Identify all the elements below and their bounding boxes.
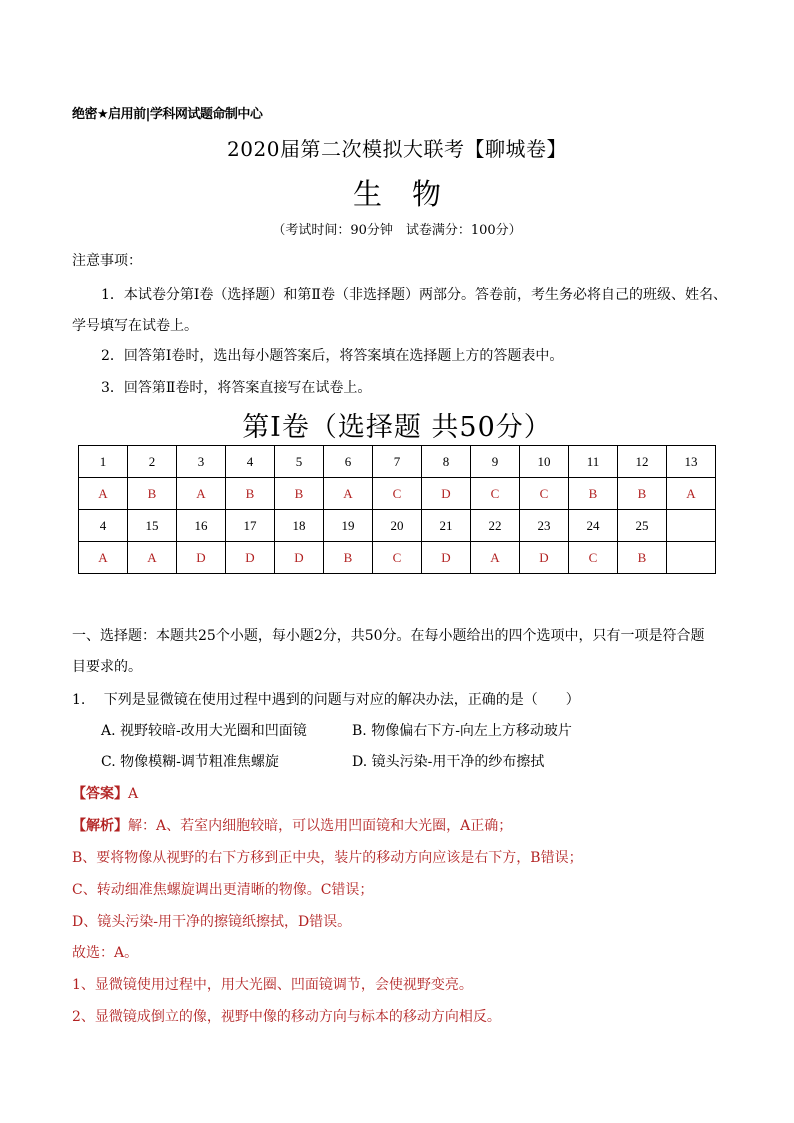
analysis-line-1 bbox=[72, 815, 512, 835]
section-title: 第Ⅰ卷（选择题 共50分） bbox=[242, 412, 552, 443]
answer-cell: D bbox=[422, 478, 471, 510]
answer-label: 【答案】 bbox=[72, 786, 128, 802]
answer-cell: B bbox=[618, 478, 667, 510]
answer-cell: D bbox=[520, 542, 569, 574]
question-number-cell: 13 bbox=[667, 446, 716, 478]
answer-cell: C bbox=[520, 478, 569, 510]
secret-label: 绝密★启用前|学科网试题命制中心 bbox=[72, 107, 263, 122]
question-number-cell bbox=[667, 510, 716, 542]
question-number-cell: 1 bbox=[79, 446, 128, 478]
answer-cell: A bbox=[128, 542, 177, 574]
answer-cell: A bbox=[471, 542, 520, 574]
answer-cell: C bbox=[373, 542, 422, 574]
question-number-cell: 9 bbox=[471, 446, 520, 478]
answer-table bbox=[78, 445, 716, 574]
question-number-cell: 7 bbox=[373, 446, 422, 478]
option-a: A. 视野较暗-改用大光圈和凹面镜 bbox=[101, 723, 307, 739]
question-number-cell: 5 bbox=[275, 446, 324, 478]
instructions-line-1: 一、选择题：本题共25个小题，每小题2分，共50分。在每小题给出的四个选项中，只有一项是符合题 bbox=[72, 628, 705, 644]
analysis-line-2: B、要将物像从视野的右下方移到正中央，装片的移动方向应该是右下方，B错误； bbox=[72, 850, 583, 866]
answer-cell: C bbox=[471, 478, 520, 510]
question-number-cell: 11 bbox=[569, 446, 618, 478]
analysis-line-4: D、镜头污染-用干净的擦镜纸擦拭，D错误。 bbox=[72, 914, 352, 930]
instructions-line-2: 目要求的。 bbox=[72, 659, 142, 675]
answer-cell: A bbox=[177, 478, 226, 510]
notice-item-1-cont: 学号填写在试卷上。 bbox=[72, 318, 198, 334]
question-number-row bbox=[79, 446, 716, 478]
conclusion: 故选：A。 bbox=[72, 945, 139, 961]
answer-cell: A bbox=[79, 478, 128, 510]
question-number-row bbox=[79, 510, 716, 542]
question-number-cell: 4 bbox=[79, 510, 128, 542]
answer-cell: A bbox=[667, 478, 716, 510]
option-d: D. 镜头污染-用干净的纱布擦拭 bbox=[352, 754, 545, 770]
answer-cell: B bbox=[324, 542, 373, 574]
analysis-label: 【解析】 bbox=[72, 818, 128, 834]
answer-cell: D bbox=[422, 542, 471, 574]
question-number-cell: 18 bbox=[275, 510, 324, 542]
answer-cell: C bbox=[373, 478, 422, 510]
answer-cell: D bbox=[226, 542, 275, 574]
question-1-stem: 1. 下列是显微镜在使用过程中遇到的问题与对应的解决办法，正确的是（ ） bbox=[72, 692, 580, 708]
answer-cell: B bbox=[618, 542, 667, 574]
question-number-cell: 10 bbox=[520, 446, 569, 478]
question-number-cell: 21 bbox=[422, 510, 471, 542]
exam-info: （考试时间：90分钟 试卷满分：100分） bbox=[272, 223, 522, 238]
note-1: 1、显微镜使用过程中，用大光圈、凹面镜调节，会使视野变亮。 bbox=[72, 977, 473, 993]
question-number-cell: 20 bbox=[373, 510, 422, 542]
answer-cell: C bbox=[569, 542, 618, 574]
notice-item-3: 3．回答第Ⅱ卷时，将答案直接写在试卷上。 bbox=[101, 380, 372, 396]
question-number-cell: 17 bbox=[226, 510, 275, 542]
answer-cell: B bbox=[226, 478, 275, 510]
analysis-line-3: C、转动细准焦螺旋调出更清晰的物像。C错误； bbox=[72, 882, 374, 898]
question-number-cell: 12 bbox=[618, 446, 667, 478]
note-2: 2、显微镜成倒立的像，视野中像的移动方向与标本的移动方向相反。 bbox=[72, 1009, 501, 1025]
answer-cell: B bbox=[569, 478, 618, 510]
question-number-cell: 19 bbox=[324, 510, 373, 542]
answer-cell: D bbox=[177, 542, 226, 574]
answer-row bbox=[79, 478, 716, 510]
question-number-cell: 24 bbox=[569, 510, 618, 542]
question-number-cell: 8 bbox=[422, 446, 471, 478]
question-number-cell: 25 bbox=[618, 510, 667, 542]
question-number-cell: 15 bbox=[128, 510, 177, 542]
answer-cell: A bbox=[79, 542, 128, 574]
answer-value: A bbox=[128, 786, 139, 802]
question-number-cell: 3 bbox=[177, 446, 226, 478]
answer-cell: D bbox=[275, 542, 324, 574]
option-c: C. 物像模糊-调节粗准焦螺旋 bbox=[101, 754, 279, 770]
answer-line bbox=[72, 783, 138, 803]
notice-item-1: 1．本试卷分第Ⅰ卷（选择题）和第Ⅱ卷（非选择题）两部分。答卷前，考生务必将自己的班级、姓名、 bbox=[101, 287, 727, 303]
subject-title: 生物 bbox=[352, 177, 471, 211]
exam-title: 2020届第二次模拟大联考【聊城卷】 bbox=[227, 137, 567, 161]
notice-heading: 注意事项： bbox=[72, 253, 142, 269]
answer-cell: B bbox=[128, 478, 177, 510]
question-number-cell: 6 bbox=[324, 446, 373, 478]
notice-item-2: 2．回答第Ⅰ卷时，选出每小题答案后，将答案填在选择题上方的答题表中。 bbox=[101, 348, 564, 364]
question-number-cell: 23 bbox=[520, 510, 569, 542]
question-number-cell: 4 bbox=[226, 446, 275, 478]
question-number-cell: 22 bbox=[471, 510, 520, 542]
answer-cell: B bbox=[275, 478, 324, 510]
answer-row bbox=[79, 542, 716, 574]
answer-cell bbox=[667, 542, 716, 574]
analysis-text-1: 解：A、若室内细胞较暗，可以选用凹面镜和大光圈，A正确； bbox=[128, 818, 513, 834]
option-b: B. 物像偏右下方-向左上方移动玻片 bbox=[352, 723, 572, 739]
question-number-cell: 16 bbox=[177, 510, 226, 542]
question-number-cell: 2 bbox=[128, 446, 177, 478]
answer-cell: A bbox=[324, 478, 373, 510]
